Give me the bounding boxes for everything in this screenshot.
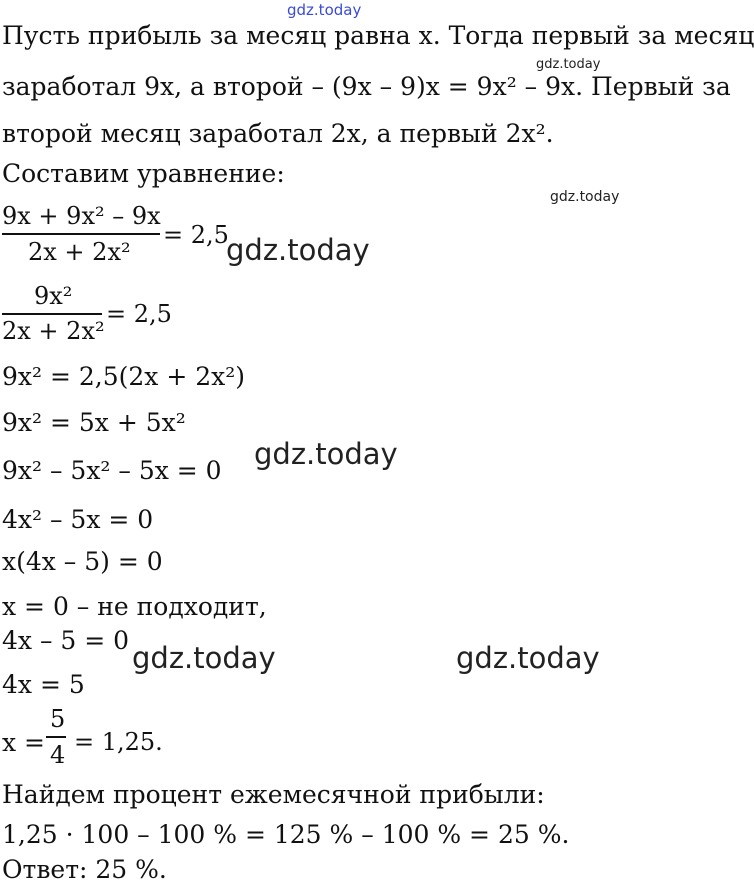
text-line-1: Пусть прибыль за месяц равна x. Тогда первый за месяц	[2, 21, 754, 50]
fraction-2-rhs: = 2,5	[106, 300, 172, 328]
equation-line-1: 9x² = 2,5(2x + 2x²)	[2, 362, 246, 391]
equation-line-9-lhs: x =	[2, 728, 45, 757]
equation-line-8: 4x = 5	[2, 670, 85, 699]
text-line-6: 1,25 · 100 – 100 % = 125 % – 100 % = 25 %.	[2, 820, 570, 849]
text-line-3: второй месяц заработал 2x, а первый 2x².	[2, 119, 554, 148]
fraction-2-numerator: 9x²	[34, 282, 73, 310]
equation-line-9-rhs: = 1,25.	[74, 728, 163, 756]
watermark-large-4: gdz.today	[456, 641, 600, 675]
fraction-2-bar	[2, 313, 102, 315]
equation-line-7: 4x – 5 = 0	[2, 626, 130, 655]
fraction-1-bar	[2, 233, 160, 235]
text-line-2: заработал 9x, а второй – (9x – 9)x = 9x² – 9x. Первый за	[2, 72, 731, 101]
fraction-1-numerator: 9x + 9x² – 9x	[2, 202, 161, 230]
fraction-3-numerator: 5	[50, 705, 66, 733]
watermark-small-1: gdz.today	[536, 57, 601, 72]
equation-fraction-3	[46, 707, 70, 767]
equation-line-3: 9x² – 5x² – 5x = 0	[2, 456, 222, 485]
text-line-4: Составим уравнение:	[2, 159, 285, 188]
watermark-large-2: gdz.today	[254, 437, 398, 471]
equation-line-2: 9x² = 5x + 5x²	[2, 408, 186, 437]
equation-fraction-2	[2, 281, 112, 351]
fraction-1-rhs: = 2,5	[163, 221, 229, 249]
fraction-1-denominator: 2x + 2x²	[28, 238, 131, 266]
fraction-2-denominator: 2x + 2x²	[2, 317, 105, 345]
watermark-small-2: gdz.today	[550, 189, 620, 205]
equation-fraction-1	[2, 200, 172, 270]
equation-line-4: 4x² – 5x = 0	[2, 505, 154, 534]
watermark-large-3: gdz.today	[132, 641, 276, 675]
text-line-5: Найдем процент ежемесячной прибыли:	[2, 780, 545, 809]
equation-line-6: x = 0 – не подходит,	[2, 592, 267, 621]
fraction-3-bar	[46, 736, 66, 738]
watermark-top: gdz.today	[287, 1, 362, 19]
text-line-7: Ответ: 25 %.	[2, 855, 167, 884]
fraction-3-denominator: 4	[50, 741, 66, 769]
watermark-large-1: gdz.today	[226, 233, 370, 267]
equation-line-5: x(4x – 5) = 0	[2, 547, 163, 576]
